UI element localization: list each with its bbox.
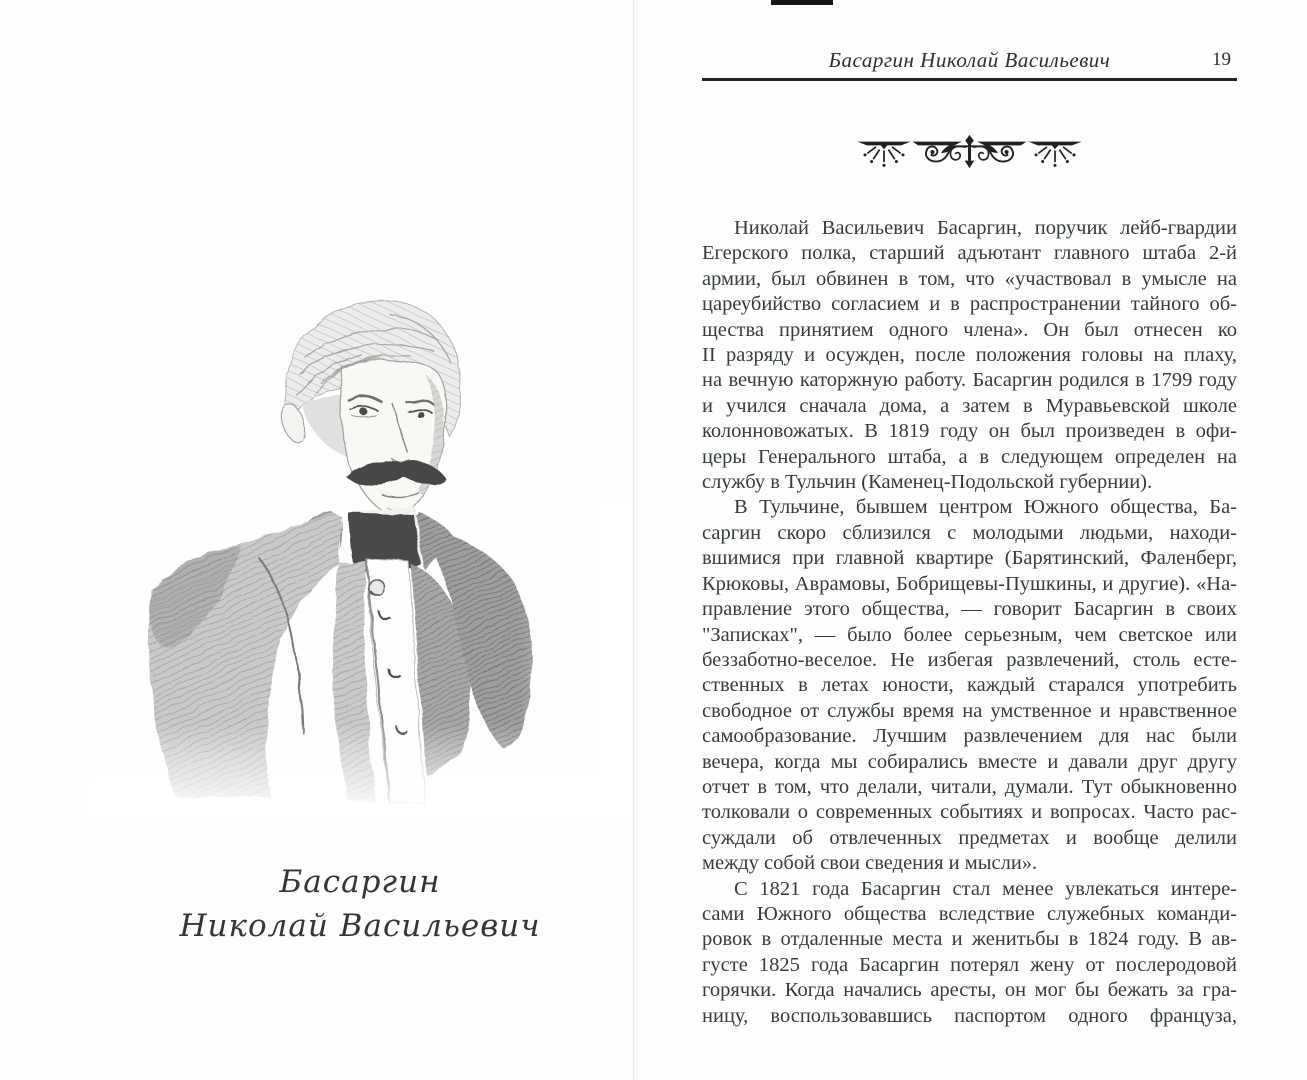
text-line: щества принятием одного члена». Он был отнесен ко xyxy=(702,318,1237,341)
body-text xyxy=(702,216,1237,1029)
text-line: цареубийство согласием и в распространении тайного об- xyxy=(702,293,1237,316)
text-line: Крюковы, Аврамовы, Бобрищевы-Пушкины, и другие). «На- xyxy=(702,572,1237,595)
page-number: 19 xyxy=(1212,49,1231,70)
ornament-drawing xyxy=(852,134,1087,172)
text-line: отчет в том, что делали, читали, думали. Тут обыкновенно xyxy=(702,775,1237,798)
text-line: горячки. Когда начались аресты, он мог бы бежать за гра- xyxy=(702,979,1237,1002)
text-line: беззаботно-веселое. Не избегая развлечений, столь есте- xyxy=(702,648,1237,671)
text-line: "Записках", — было более серьезным, чем светское или xyxy=(702,623,1237,646)
text-line: сами Южного общества вследствие служебных команди- xyxy=(702,902,1237,925)
text-line: ственных в летах юности, каждый старался употребить xyxy=(702,674,1237,697)
caption-line-1: Басаргин xyxy=(279,864,441,900)
paragraph-1 xyxy=(702,216,1237,495)
text-line: вечера, когда мы собирались вместе и давали друг другу xyxy=(702,750,1237,773)
text-line: колонновожатых. В 1819 году он был произведен в офи- xyxy=(702,420,1237,443)
text-line: ровок в отдаленные места и женитьбы в 1824 году. В ав- xyxy=(702,928,1237,951)
paragraph-2 xyxy=(702,495,1237,876)
portrait-caption xyxy=(90,860,630,948)
running-header-title: Басаргин Николай Васильевич xyxy=(828,48,1111,72)
text-line: армии, был обвинен в том, что «участвовал в умысле на xyxy=(702,267,1237,290)
text-line: и учился сначала дома, а затем в Муравьевской школе xyxy=(702,394,1237,417)
portrait-lithograph xyxy=(90,255,630,815)
text-line: на вечную каторжную работу. Басаргин родился в 1799 году xyxy=(702,369,1237,392)
text-line: правление этого общества, — говорит Басаргин в своих xyxy=(702,598,1237,621)
text-line: толковали о современных событиях и вопросах. Часто рас- xyxy=(702,801,1237,824)
text-line: церы Генерального штаба, а в следующем определен на xyxy=(702,445,1237,468)
text-line: В Тульчине, бывшем центром Южного общества, Ба- xyxy=(734,496,1237,519)
text-line: службу в Тульчин (Каменец-Подольской губернии). xyxy=(702,471,1153,494)
text-line: свободное от службы время на умственное и нравственное xyxy=(702,699,1237,722)
floral-divider-ornament xyxy=(702,134,1237,177)
text-line: суждали об отвлеченных предметах и вообще делили xyxy=(702,826,1237,849)
text-line: саргин скоро сблизился с молодыми людьми, находи- xyxy=(702,521,1237,544)
text-line: между собой свои сведения и мысли». xyxy=(702,852,1038,875)
text-line: Николай Васильевич Басаргин, поручик лейб-гвардии xyxy=(734,217,1237,239)
text-line: самообразование. Лучшим развлечением для нас были xyxy=(702,725,1237,748)
text-line: вшимися при главной квартире (Барятинский, Фаленберг, xyxy=(702,547,1237,570)
text-line: ницу, воспользовавшись паспортом одного француза, xyxy=(702,1004,1237,1027)
text-line: Егерского полка, старший адъютант главного штаба 2-й xyxy=(702,242,1237,265)
page-gutter-line xyxy=(633,0,634,1080)
pencil-portrait-drawing xyxy=(90,255,630,815)
text-line: С 1821 года Басаргин стал менее увлекаться интере- xyxy=(734,877,1237,900)
scanner-edge-mark xyxy=(771,0,833,5)
text-line: II разряду и осужден, после положения головы на плаху, xyxy=(702,344,1237,367)
header-rule xyxy=(702,78,1237,81)
running-header xyxy=(702,48,1237,76)
paragraph-3 xyxy=(702,877,1237,1029)
text-line: густе 1825 года Басаргин потерял жену от послеродовой xyxy=(702,953,1237,976)
caption-line-2: Николай Васильевич xyxy=(179,908,541,944)
